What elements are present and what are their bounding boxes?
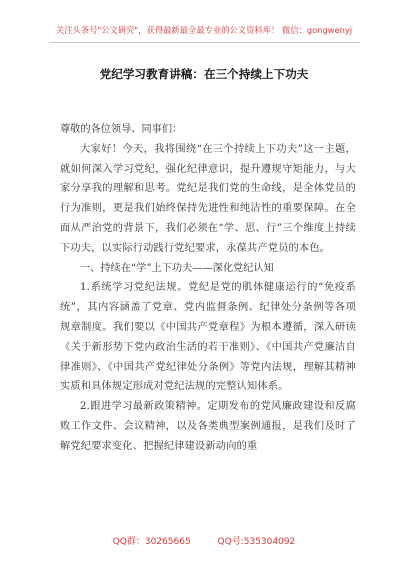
footer-qq-group: QQ群：30265665	[112, 537, 191, 547]
intro-paragraph: 大家好！今天，我将围绕“在三个持续上下功夫”这一主题，就如何深入学习党纪，强化纪律意识，提升遵规守矩能力，与大家分享我的理解和思考。党纪是我们党的生命线，是全体党员的行为准则，更是我们始终保持先进性和纯洁性的重要保障。在全面从严治党的背景下，我们必须在“学、思、行”三个维度上持续下功夫，以实际行动践行党纪要求，永葆共产党员的本色。	[60, 143, 356, 254]
section-1-heading: 一、持续在“学”上下功夫——深化党纪认知	[80, 262, 274, 274]
document-body	[60, 112, 356, 457]
page-header	[0, 0, 408, 40]
page-footer	[0, 534, 408, 547]
point-1-paragraph: 1.系统学习党纪法规。党纪是党的肌体健康运行的“免疫系统”，其内容涵盖了党章、党内监督条例、纪律处分条例等各项规章制度。我们要以《中国共产党章程》为根本遵循，深入研读《关于新形势下党内政治生活的若干准则》、《中国共产党廉洁自律准则》、《中国共产党纪律处分条例》等党内法规，理解其精神实质和具体规定形成对党纪法规的完整认知体系。	[60, 282, 356, 393]
point-2-paragraph: 2.跟进学习最新政策精神。定期发布的党风廉政建设和反腐败工作文件、会议精神，以及各类典型案例通报，是我们及时了解党纪要求变化、把握纪律建设新动向的重	[60, 401, 356, 452]
document-title: 党纪学习教育讲稿：在三个持续上下功夫	[99, 67, 309, 81]
header-divider	[50, 42, 360, 43]
greeting: 尊敬的各位领导、同事们：	[60, 124, 183, 135]
header-promo-text: 关注头条号"公文研究"，获得最新最全最专业的公文资料库！ 微信：gongwenyj	[55, 25, 353, 35]
footer-qq-number: QQ号:535304092	[217, 537, 296, 547]
